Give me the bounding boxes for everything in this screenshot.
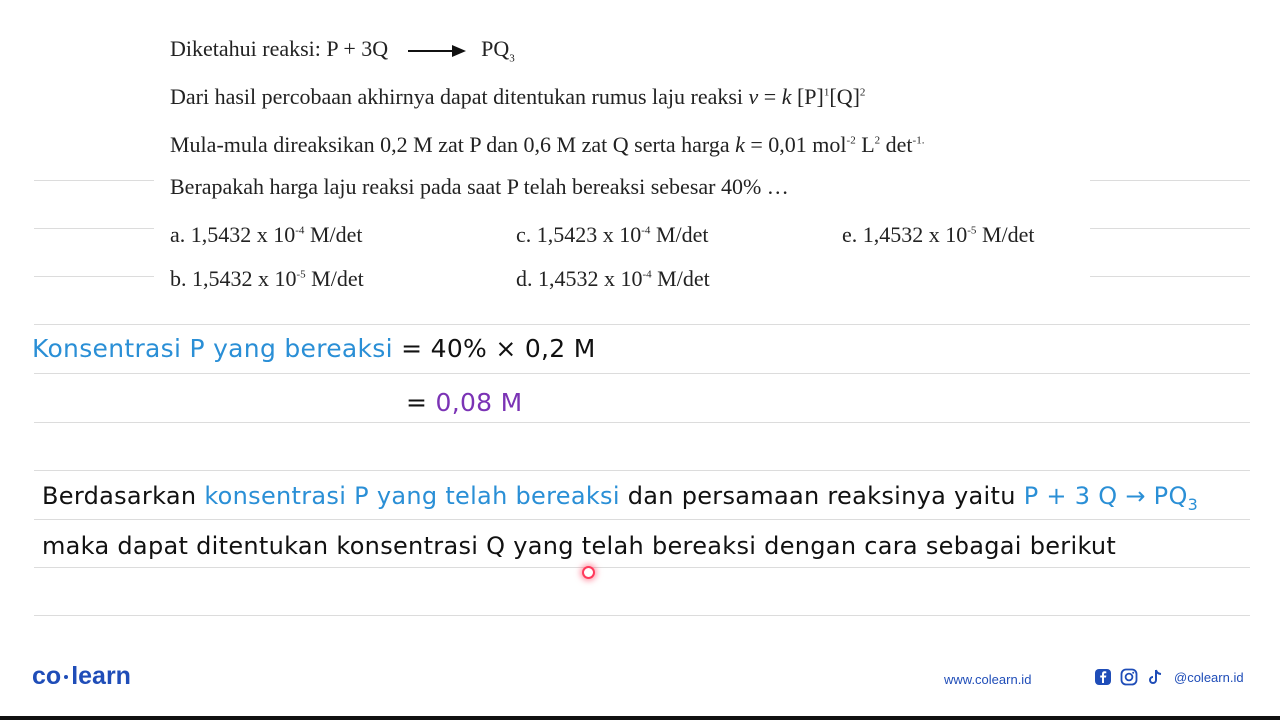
rate-q: [Q] xyxy=(829,84,860,109)
initial-exp3: -1. xyxy=(912,134,925,147)
ruled-line xyxy=(34,276,154,277)
facebook-icon[interactable] xyxy=(1094,668,1112,686)
logo-part-a: co xyxy=(32,662,62,690)
option-c-suffix: M/det xyxy=(650,222,709,247)
option-d xyxy=(516,266,710,292)
social-handle[interactable]: @colearn.id xyxy=(1174,669,1244,685)
para1-c: dan persamaan reaksinya yaitu xyxy=(619,482,1024,510)
solution-line-2 xyxy=(406,388,522,417)
initial-conditions-line xyxy=(170,132,924,158)
option-d-exp: -4 xyxy=(642,268,652,281)
social-links xyxy=(1094,668,1244,686)
option-a-exp: -4 xyxy=(295,224,305,237)
solution-paragraph-2: maka dapat ditentukan konsentrasi Q yang telah bereaksi dengan cara sebagai berikut xyxy=(42,532,1117,560)
solution-line-2-value: 0,08 M xyxy=(435,388,523,417)
para1-a: Berdasarkan xyxy=(42,482,205,510)
tiktok-icon[interactable] xyxy=(1146,668,1164,686)
website-link[interactable]: www.colearn.id xyxy=(944,672,1032,687)
option-e xyxy=(842,222,1035,248)
solution-line-1 xyxy=(32,334,596,363)
solution-paragraph-1 xyxy=(42,482,1198,514)
colearn-logo xyxy=(32,662,131,691)
reaction-label: Diketahui reaksi: xyxy=(170,36,321,61)
ruled-line xyxy=(1090,228,1250,229)
rate-v: v xyxy=(748,84,759,109)
ruled-line xyxy=(34,373,1250,374)
ruled-line xyxy=(34,615,1250,616)
question-line: Berapakah harga laju reaksi pada saat P telah bereaksi sebesar 40% … xyxy=(170,174,789,199)
option-e-prefix: e. 1,4532 x 10 xyxy=(842,222,968,247)
option-b-suffix: M/det xyxy=(305,266,364,291)
option-b xyxy=(170,266,364,292)
option-c-exp: -4 xyxy=(641,224,651,237)
initial-val: = 0,01 mol xyxy=(744,132,847,157)
initial-k: k xyxy=(735,132,745,157)
initial-det: det xyxy=(880,132,913,157)
ruled-line xyxy=(1090,276,1250,277)
rate-p: [P] xyxy=(791,84,824,109)
option-b-prefix: b. 1,5432 x 10 xyxy=(170,266,297,291)
initial-l: L xyxy=(855,132,875,157)
reaction-rhs: PQ xyxy=(481,36,510,61)
rate-k: k xyxy=(781,84,792,109)
option-e-suffix: M/det xyxy=(976,222,1035,247)
logo-part-b: learn xyxy=(71,662,131,690)
option-e-exp: -5 xyxy=(967,224,977,237)
option-d-suffix: M/det xyxy=(651,266,710,291)
solution-line-1-value: = 40% × 0,2 M xyxy=(392,334,596,363)
initial-text: Mula-mula direaksikan 0,2 M zat P dan 0,6 M zat Q serta harga xyxy=(170,132,730,157)
logo-dot xyxy=(64,675,68,679)
ruled-line xyxy=(34,519,1250,520)
ruled-line xyxy=(34,228,154,229)
ruled-line xyxy=(34,470,1250,471)
ruled-line xyxy=(34,324,1250,325)
option-d-prefix: d. 1,4532 x 10 xyxy=(516,266,643,291)
reaction-arrow-icon xyxy=(408,44,466,58)
para1-b: konsentrasi P yang telah bereaksi xyxy=(204,482,620,510)
option-a xyxy=(170,222,363,248)
option-c xyxy=(516,222,709,248)
ruled-line xyxy=(34,180,154,181)
para1-d-sub: 3 xyxy=(1187,495,1199,514)
pointer-cursor xyxy=(582,566,595,579)
ruled-line xyxy=(34,567,1250,568)
para1-d: P + 3 Q → PQ xyxy=(1023,482,1188,510)
rate-eq: = xyxy=(758,84,782,109)
rate-law-line xyxy=(170,84,865,110)
solution-line-2-eq: = xyxy=(406,388,436,417)
solution-line-1-label: Konsentrasi P yang bereaksi xyxy=(32,334,393,363)
bottom-bar xyxy=(0,716,1280,720)
option-a-prefix: a. 1,5432 x 10 xyxy=(170,222,296,247)
option-a-suffix: M/det xyxy=(304,222,363,247)
option-b-exp: -5 xyxy=(296,268,306,281)
rate-q-exp: 2 xyxy=(859,86,866,99)
reaction-line xyxy=(170,36,515,64)
ruled-line xyxy=(34,422,1250,423)
rate-law-text: Dari hasil percobaan akhirnya dapat ditentukan rumus laju reaksi xyxy=(170,84,744,109)
initial-exp1: -2 xyxy=(846,134,856,147)
rate-p-exp: 1 xyxy=(823,86,830,99)
reaction-lhs: P + 3Q xyxy=(326,36,389,61)
instagram-icon[interactable] xyxy=(1120,668,1138,686)
ruled-line xyxy=(1090,180,1250,181)
reaction-rhs-sub: 3 xyxy=(509,52,515,65)
initial-exp2: 2 xyxy=(874,134,881,147)
option-c-prefix: c. 1,5423 x 10 xyxy=(516,222,642,247)
